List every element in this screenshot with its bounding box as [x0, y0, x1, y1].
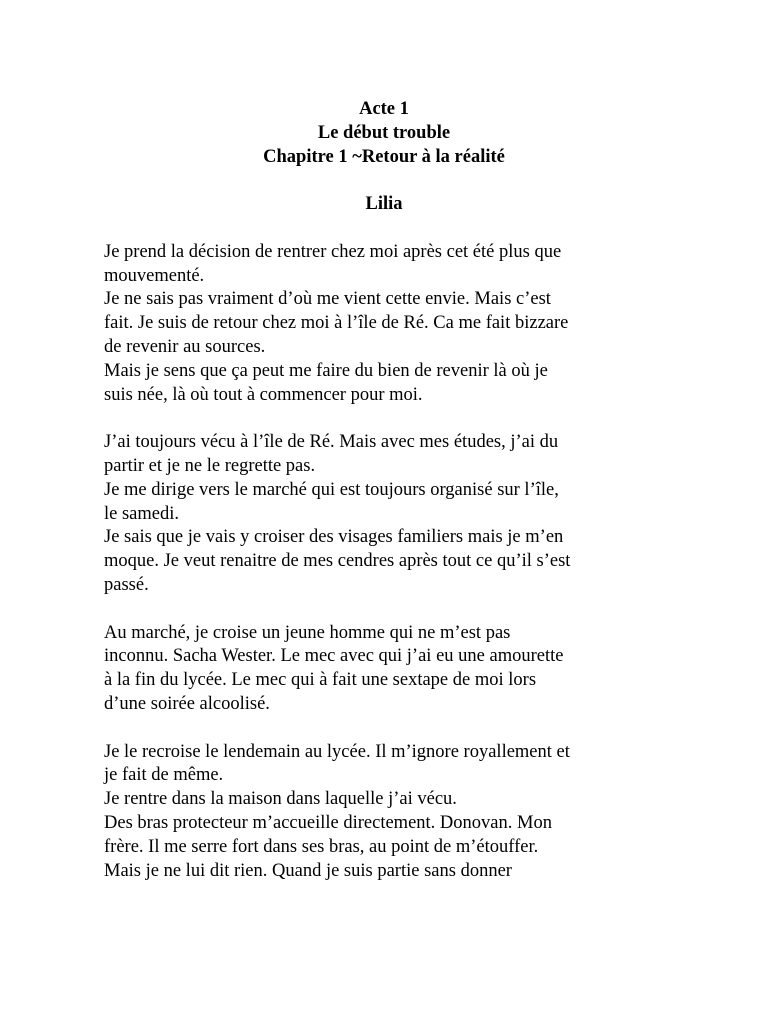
text-line: fait. Je suis de retour chez moi à l’île de Ré. Ca me fait bizzare	[104, 313, 569, 334]
text-line: partir et je ne le regrette pas.	[104, 455, 316, 476]
text-line: passé.	[104, 574, 149, 595]
body-text	[104, 241, 674, 884]
text-line: Je rentre dans la maison dans laquelle j’ai vécu.	[104, 789, 457, 810]
text-line: Je sais que je vais y croiser des visages familiers mais je m’en	[104, 527, 564, 548]
text-line: je fait de même.	[104, 765, 224, 786]
text-line: Mais je sens que ça peut me faire du bien de revenir là où je	[104, 360, 548, 381]
text-line: Je prend la décision de rentrer chez moi après cet été plus que	[104, 241, 562, 262]
paragraph-gap	[104, 407, 674, 431]
text-line: suis née, là où tout à commencer pour moi.	[104, 384, 423, 405]
text-line: J’ai toujours vécu à l’île de Ré. Mais avec mes études, j’ai du	[104, 432, 559, 453]
paragraph	[104, 241, 674, 408]
paragraph	[104, 622, 674, 717]
text-line: Je me dirige vers le marché qui est toujours organisé sur l’île,	[104, 479, 559, 500]
text-line: Mais je ne lui dit rien. Quand je suis partie sans donner	[104, 860, 512, 881]
text-line: Au marché, je croise un jeune homme qui ne m’est pas	[104, 622, 511, 643]
text-line: à la fin du lycée. Le mec qui à fait une sextape de moi lors	[104, 670, 537, 691]
narrator-name: Lilia	[365, 194, 403, 215]
paragraph-gap	[104, 598, 674, 622]
text-line: moque. Je veut renaitre de mes cendres après tout ce qu’il s’est	[104, 551, 571, 572]
text-line: Je le recroise le lendemain au lycée. Il m’ignore royallement et	[104, 741, 570, 762]
text-line: mouvementé.	[104, 265, 205, 286]
text-line: inconnu. Sacha Wester. Le mec avec qui j’ai eu une amourette	[104, 646, 564, 667]
text-line: d’une soirée alcoolisé.	[104, 693, 270, 714]
paragraph-gap	[104, 717, 674, 741]
text-line: le samedi.	[104, 503, 180, 524]
text-line: frère. Il me serre fort dans ses bras, au point de m’étouffer.	[104, 836, 539, 857]
text-line: de revenir au sources.	[104, 336, 266, 357]
text-line: Je ne sais pas vraiment d’où me vient cette envie. Mais c’est	[104, 289, 551, 310]
text-line: Des bras protecteur m’accueille directement. Donovan. Mon	[104, 812, 552, 833]
paragraph	[104, 431, 674, 598]
act-title: Acte 1	[359, 99, 409, 119]
paragraph	[104, 741, 674, 884]
chapter-title: Chapitre 1 ~Retour à la réalité	[263, 146, 505, 167]
part-title: Le début trouble	[317, 122, 451, 143]
